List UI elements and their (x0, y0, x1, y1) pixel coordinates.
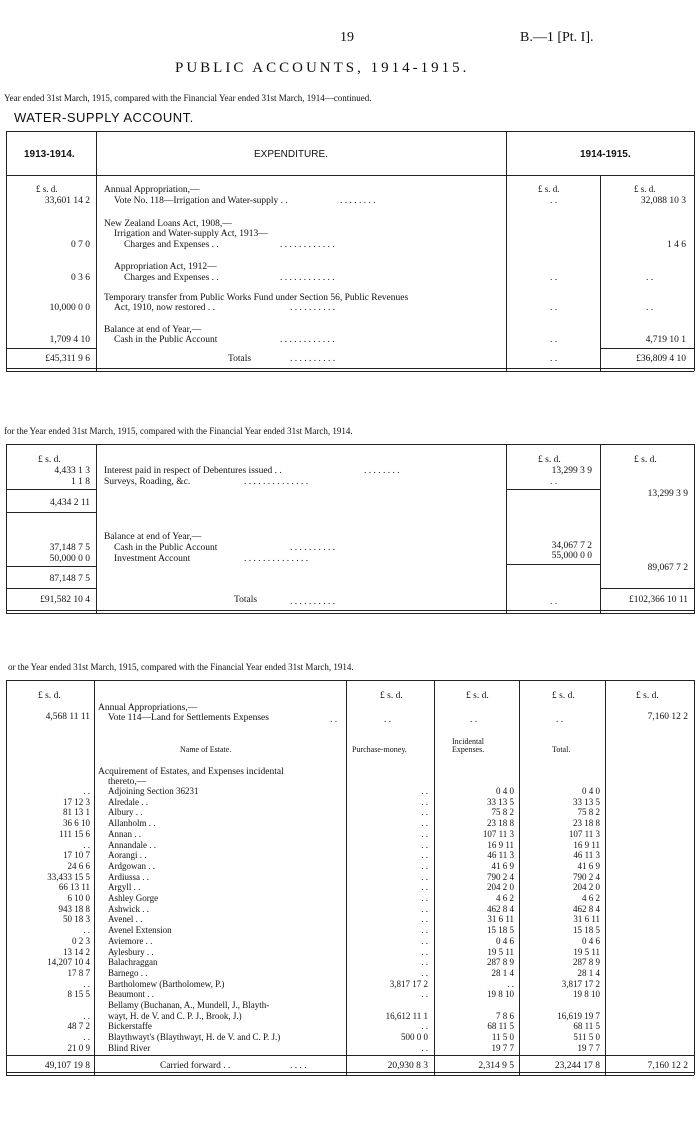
row-label: Cash in the Public Account (114, 335, 218, 345)
estate-name: Barnego . . (108, 967, 148, 978)
row-label: Irrigation and Water-supply Act, 1913— (114, 229, 268, 239)
estate-name: Ardiussa . . (108, 871, 149, 882)
estate-purchase-money: . . (421, 1021, 428, 1032)
estate-total: 107 11 3 (568, 828, 600, 839)
estate-purchase-money: . . (421, 828, 428, 839)
estate-prev-amount: 36 6 10 (63, 818, 90, 829)
estate-name: Annandale . . (108, 839, 156, 850)
estate-name: Balachraggan (108, 957, 158, 968)
estate-name: Bickerstaffe (108, 1021, 152, 1032)
estate-name: Blind River (108, 1042, 151, 1053)
estate-prev-amount: 6 10 0 (67, 893, 90, 903)
dot-leader: . . . . . . . . . . . . (280, 240, 335, 250)
estate-prev-amount: 24 6 6 (67, 860, 90, 871)
estate-prev-amount: 17 12 3 (63, 796, 90, 807)
estate-total: 16 9 11 (573, 839, 600, 850)
total-prev: £91,582 10 4 (40, 595, 90, 605)
row-label: Investment Account (114, 554, 191, 564)
estate-purchase-money: . . (421, 818, 428, 829)
estate-purchase-money: . . (421, 957, 428, 968)
estate-incidental: 15 18 5 (487, 925, 514, 936)
estate-incidental: 23 18 8 (487, 818, 514, 829)
estate-name: Bellamy (Buchanan, A., Mundell, J., Blayth- (108, 1000, 270, 1010)
estate-purchase-money: . . (421, 967, 428, 978)
dot-leader: . . (330, 715, 338, 725)
carried-forward-incidental: 2,314 9 5 (478, 1061, 514, 1071)
row-label: New Zealand Loans Act, 1908,— (104, 219, 232, 229)
dot-leader: . . . . . . . . . . (290, 303, 336, 313)
water-supply-title: WATER-SUPPLY ACCOUNT. (14, 110, 194, 125)
page-number: 19 (340, 30, 354, 45)
estate-purchase-money: . . (421, 860, 428, 871)
estate-incidental: 41 6 9 (491, 860, 514, 871)
amount-a: . . (550, 335, 558, 345)
dot-leader: . . . . . . . . . . . . (280, 335, 335, 345)
estate-total: 3,817 17 2 (561, 978, 600, 989)
estate-name: Allanholm . . (108, 818, 156, 829)
estate-incidental: 33 13 5 (487, 796, 514, 807)
total-b: £36,809 4 10 (636, 354, 686, 364)
estate-name: Argyll . . (108, 882, 141, 893)
prev-amount: 4,433 1 3 (54, 466, 90, 476)
estate-total: 28 1 4 (577, 967, 600, 978)
estate-purchase-money: 16,612 11 1 (385, 1010, 428, 1021)
total-a: . . (550, 354, 558, 364)
estate-total: 204 2 0 (573, 882, 600, 893)
amount-a: . . (550, 273, 558, 283)
amount-b: 1 4 6 (667, 240, 686, 250)
row-label: Balance at end of Year,— (104, 325, 202, 335)
subtotal-b: 13,299 3 9 (647, 489, 688, 499)
estate-incidental: 0 4 6 (496, 935, 514, 946)
estate-purchase-money: . . (421, 946, 428, 957)
prev-amount: 0 3 6 (71, 273, 90, 283)
estate-name: Alredale . . (108, 796, 148, 807)
total-b: £102,366 10 11 (628, 595, 688, 605)
row-label: Temporary transfer from Public Works Fund under Section 56, Public Revenues (104, 293, 409, 303)
period-heading-3: or the Year ended 31st March, 1915, compared with the Financial Year ended 31st March, 1914. (8, 662, 354, 672)
amount-a: 13,299 3 9 (551, 466, 592, 476)
estate-purchase-money: . . (421, 925, 428, 936)
estate-prev-amount: 943 18 8 (58, 903, 90, 914)
row-label: Surveys, Roading, &c. (104, 477, 191, 487)
estate-purchase-money: . . (421, 1042, 428, 1053)
estate-purchase-money: . . (421, 850, 428, 861)
estate-name: Albury . . (108, 807, 143, 818)
currency-symbol: £ s. d. (380, 691, 403, 701)
col-total: Total. (552, 745, 571, 754)
dot-leader: . . . . . . . . . . (290, 543, 336, 553)
estate-purchase-money: . . (421, 871, 428, 882)
period-heading-2: for the Year ended 31st March, 1915, compared with the Financial Year ended 31st March, 1914. (4, 426, 353, 436)
estate-total: 41 6 9 (577, 860, 600, 871)
estate-prev-amount: . . (83, 786, 90, 796)
amount-a: 55,000 0 0 (551, 551, 592, 561)
totals-label: Totals (234, 595, 258, 605)
estate-total: 511 5 0 (573, 1032, 600, 1043)
carried-forward-prev: 49,107 19 8 (44, 1061, 90, 1071)
currency-symbol: £ s. d. (36, 184, 58, 194)
currency-symbol: £ s. d. (38, 691, 61, 701)
dot-leader: . . (384, 715, 392, 725)
estate-incidental: 68 11 5 (487, 1021, 514, 1032)
col-prev-year: 1913-1914. (24, 149, 75, 160)
prev-amount: 37,148 7 5 (49, 543, 90, 553)
estate-total: 31 6 11 (573, 914, 600, 925)
estate-total: 19 8 10 (573, 989, 600, 1000)
total-a: . . (550, 597, 558, 607)
col-expenditure: EXPENDITURE. (254, 149, 328, 160)
row-label: Charges and Expenses . . (124, 273, 219, 283)
totals-label: Totals (228, 354, 252, 364)
dot-leader: . . . . . . . . . . . . . . (244, 554, 309, 564)
estate-total: 790 2 4 (573, 871, 600, 882)
estate-name: wayt, H. de V. and C. P. J., Brook, J.) (108, 1010, 242, 1021)
amount-a: 34,067 7 2 (551, 541, 592, 551)
estate-name: Avenel . . (108, 914, 143, 925)
estate-prev-amount: 17 8 7 (67, 967, 90, 978)
currency-symbol: £ s. d. (634, 455, 657, 465)
estate-total: 462 8 4 (573, 903, 600, 914)
estate-total: 19 5 11 (573, 946, 600, 957)
document-reference: B.—1 [Pt. I]. (520, 30, 594, 45)
estate-purchase-money: . . (421, 935, 428, 946)
estate-name: Ashwick . . (108, 903, 149, 914)
estate-incidental: 19 5 11 (487, 946, 514, 957)
estate-name: Aviemore . . (108, 935, 153, 946)
estate-name: Blaythwayt's (Blaythwayt, H. de V. and C. P. J.) (108, 1032, 281, 1043)
row-label: Appropriation Act, 1912— (114, 262, 217, 272)
estate-purchase-money: . . (421, 807, 428, 818)
estate-prev-amount: 21 0 9 (67, 1042, 90, 1053)
estate-name: Bartholomew (Bartholomew, P.) (108, 978, 225, 989)
amount-b: 4,719 10 1 (645, 335, 686, 345)
estate-prev-amount: 111 15 6 (59, 828, 90, 839)
estate-incidental: 19 7 7 (491, 1042, 514, 1053)
estate-prev-amount: 48 7 2 (67, 1021, 90, 1032)
dot-leader: . . . . . . . . (340, 196, 376, 206)
estate-name: Aylesbury . . (108, 946, 154, 957)
amount-b: 32,088 10 3 (640, 196, 686, 206)
estate-incidental: 11 5 0 (491, 1032, 514, 1043)
prev-amount: 1 1 8 (71, 477, 90, 487)
estate-incidental: 7 8 6 (496, 1010, 514, 1021)
estate-prev-amount: 0 2 3 (72, 935, 90, 946)
currency-symbol: £ s. d. (466, 691, 489, 701)
currency-symbol: £ s. d. (538, 184, 560, 194)
estate-purchase-money: . . (421, 839, 428, 850)
estate-purchase-money: . . (421, 893, 428, 903)
estate-name: Beaumont . . (108, 989, 154, 1000)
top-curr: 7,160 12 2 (647, 712, 688, 722)
subtotal-b: 89,067 7 2 (647, 563, 688, 573)
subtotal-prev: 4,434 2 11 (49, 498, 90, 508)
estate-incidental: 19 8 10 (487, 989, 514, 1000)
estate-name: Aorangi . . (108, 850, 147, 861)
estate-purchase-money: . . (421, 882, 428, 893)
row-label: Act, 1910, now restored . . (114, 303, 216, 313)
estate-total: 46 11 3 (573, 850, 600, 861)
estate-total: 33 13 5 (573, 796, 600, 807)
estate-name: Ashley Gorge (108, 893, 159, 903)
col-incidental: Incidental (452, 737, 484, 746)
dot-leader: . . . . . . . . . . . . (280, 273, 335, 283)
amount-b: . . (646, 273, 654, 283)
estate-name: Adjoining Section 36231 (108, 786, 199, 796)
estate-total: 0 4 0 (582, 786, 600, 796)
estate-total: 287 8 9 (573, 957, 600, 968)
estate-name: Annan . . (108, 828, 141, 839)
carried-forward-total: 23,244 17 8 (554, 1061, 600, 1071)
estate-total: 23 18 8 (573, 818, 600, 829)
estate-prev-amount: 8 15 5 (67, 989, 90, 1000)
amount-a: . . (550, 477, 558, 487)
dot-leader: . . . . . . . . . . (290, 597, 336, 607)
period-heading: Year ended 31st March, 1915, compared with the Financial Year ended 31st March, 1914—continued. (4, 93, 372, 103)
subtotal-prev: 87,148 7 5 (49, 574, 90, 584)
row-label: Vote No. 118—Irrigation and Water-supply . . (114, 196, 288, 206)
col-curr-year: 1914-1915. (580, 149, 631, 160)
row-label: Interest paid in respect of Debentures issued . . (104, 466, 282, 476)
prev-amount: 50,000 0 0 (49, 554, 90, 564)
estate-name: Ardgowan . . (108, 860, 155, 871)
estate-total: 4 6 2 (582, 893, 600, 903)
estate-incidental: 790 2 4 (487, 871, 514, 882)
estate-incidental: 31 6 11 (487, 914, 514, 925)
estate-incidental: 28 1 4 (491, 967, 514, 978)
estate-incidental: 287 8 9 (487, 957, 514, 968)
amount-b: . . (646, 303, 654, 313)
prev-amount: 33,601 14 2 (44, 196, 90, 206)
prev-amount: 10,000 0 0 (49, 303, 90, 313)
estate-purchase-money: 3,817 17 2 (389, 978, 428, 989)
amount-a: . . (550, 303, 558, 313)
estate-incidental: 4 6 2 (496, 893, 514, 903)
row-label: Cash in the Public Account (114, 543, 218, 553)
carried-forward-purchase: 20,930 8 3 (387, 1061, 428, 1071)
row-label: Charges and Expenses . . (124, 240, 219, 250)
prev-amount: 4,568 11 11 (45, 712, 90, 722)
estate-prev-amount: 81 13 1 (63, 807, 90, 818)
estate-purchase-money: . . (421, 786, 428, 796)
amount-a: . . (550, 196, 558, 206)
row-label: Annual Appropriation,— (104, 185, 200, 195)
estate-incidental: 46 11 3 (487, 850, 514, 861)
estate-purchase-money: . . (421, 903, 428, 914)
estate-prev-amount: . . (83, 1032, 90, 1043)
dot-leader: . . (470, 715, 478, 725)
estate-prev-amount: 33,433 15 5 (47, 871, 90, 882)
row-label: Vote 114—Land for Settlements Expenses (108, 713, 269, 723)
estate-rows (0, 787, 700, 1057)
estate-prev-amount: 50 18 3 (63, 914, 90, 925)
estate-prev-amount: . . (83, 1010, 90, 1021)
prev-amount: 1,709 4 10 (49, 335, 90, 345)
estate-prev-amount: . . (83, 978, 90, 989)
currency-symbol: £ s. d. (634, 184, 656, 194)
currency-symbol: £ s. d. (552, 691, 575, 701)
estate-total: 15 18 5 (573, 925, 600, 936)
prev-amount: 0 7 0 (71, 240, 90, 250)
page-title: PUBLIC ACCOUNTS, 1914-1915. (175, 60, 470, 76)
estate-purchase-money: . . (421, 796, 428, 807)
dot-leader: . . . . . . . . . . . . . . (244, 477, 309, 487)
estate-prev-amount: 17 10 7 (63, 850, 90, 861)
estate-purchase-money: . . (421, 989, 428, 1000)
col-incidental: Expenses. (452, 745, 485, 754)
estate-incidental: . . (507, 978, 514, 989)
estate-prev-amount: 13 14 2 (63, 946, 90, 957)
estate-total: 75 8 2 (577, 807, 600, 818)
currency-symbol: £ s. d. (538, 455, 561, 465)
row-label: Balance at end of Year,— (104, 532, 202, 542)
col-purchase-money: Purchase-money. (352, 745, 407, 754)
row-label: Annual Appropriations,— (98, 703, 198, 713)
dot-leader: . . (556, 715, 564, 725)
carried-forward-label: Carried forward . . (160, 1061, 231, 1071)
estate-incidental: 75 8 2 (491, 807, 514, 818)
estate-incidental: 204 2 0 (487, 882, 514, 893)
estate-incidental: 462 8 4 (487, 903, 514, 914)
estate-incidental: 0 4 0 (496, 786, 514, 796)
estate-incidental: 16 9 11 (487, 839, 514, 850)
estate-incidental: 107 11 3 (482, 828, 514, 839)
estate-prev-amount: . . (83, 839, 90, 850)
row-label: thereto,— (108, 777, 147, 787)
row-label: Acquirement of Estates, and Expenses incidental (98, 767, 284, 777)
estate-prev-amount: 66 13 11 (58, 882, 90, 893)
dot-leader: . . . . . . . . . . (290, 354, 336, 364)
estate-name: Avenel Extension (108, 925, 172, 936)
total-prev: £45,311 9 6 (45, 354, 90, 364)
estate-purchase-money: 500 0 0 (401, 1032, 428, 1043)
estate-total: 19 7 7 (577, 1042, 600, 1053)
currency-symbol: £ s. d. (636, 691, 659, 701)
carried-forward-curr: 7,160 12 2 (647, 1061, 688, 1071)
estate-purchase-money: . . (421, 914, 428, 925)
estate-total: 0 4 6 (582, 935, 600, 946)
estate-total: 16,619 19 7 (557, 1010, 600, 1021)
col-estate-name: Name of Estate. (180, 745, 232, 754)
dot-leader: . . . . . . . . (364, 466, 400, 476)
estate-total: 68 11 5 (573, 1021, 600, 1032)
estate-prev-amount: 14,207 10 4 (47, 957, 90, 968)
estate-prev-amount: . . (83, 925, 90, 936)
currency-symbol: £ s. d. (38, 455, 61, 465)
dot-leader: . . . . (290, 1061, 307, 1071)
